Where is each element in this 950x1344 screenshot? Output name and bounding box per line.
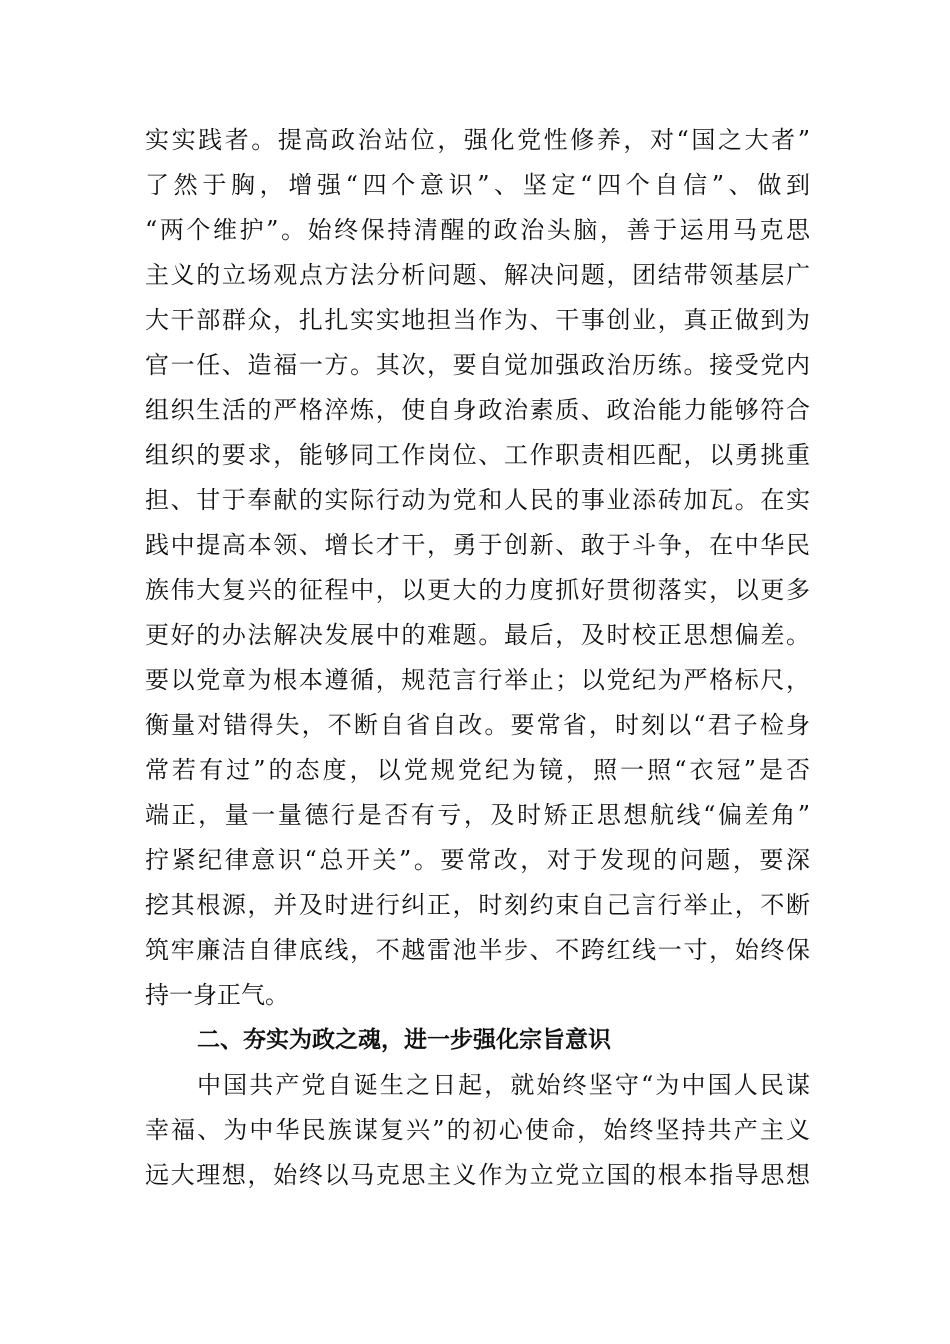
text-line: 衡量对错得失，不断自省自改。要常省，时刻以“君子检身	[145, 711, 810, 739]
document-body	[145, 118, 810, 1198]
text-line: 践中提高本领、增长才干，勇于创新、敢于斗争，在中华民	[145, 531, 810, 559]
text-line: 组织的要求，能够同工作岗位、工作职责相匹配，以勇挑重	[145, 441, 810, 469]
text-line: “两个维护”。始终保持清醒的政治头脑，善于运用马克思	[145, 216, 810, 244]
text-line: 担、甘于奉献的实际行动为党和人民的事业添砖加瓦。在实	[145, 486, 810, 514]
text-line: 端正，量一量德行是否有亏，及时矫正思想航线“偏差角”	[145, 801, 810, 829]
text-line: 拧紧纪律意识“总开关”。要常改，对于发现的问题，要深	[145, 846, 810, 874]
text-line: 中国共产党自诞生之日起，就始终坚守“为中国人民谋	[197, 1071, 810, 1099]
text-line: 主义的立场观点方法分析问题、解决问题，团结带领基层广	[145, 261, 810, 289]
text-line: 官一任、造福一方。其次，要自觉加强政治历练。接受党内	[145, 351, 810, 379]
text-line: 筑牢廉洁自律底线，不越雷池半步、不跨红线一寸，始终保	[145, 936, 810, 964]
text-line: 了然于胸，增强“四个意识”、坚定“四个自信”、做到	[145, 171, 810, 199]
text-line: 实实践者。提高政治站位，强化党性修养，对“国之大者”	[145, 126, 810, 154]
section-heading: 二、夯实为政之魂，进一步强化宗旨意识	[197, 1027, 611, 1053]
text-line: 远大理想，始终以马克思主义作为立党立国的根本指导思想	[145, 1161, 810, 1189]
text-line: 更好的办法解决发展中的难题。最后，及时校正思想偏差。	[145, 621, 810, 649]
text-line: 幸福、为中华民族谋复兴”的初心使命，始终坚持共产主义	[145, 1116, 810, 1144]
text-line: 族伟大复兴的征程中，以更大的力度抓好贯彻落实，以更多	[145, 576, 810, 604]
text-line: 常若有过”的态度，以党规党纪为镜，照一照“衣冠”是否	[145, 756, 810, 784]
text-line: 挖其根源，并及时进行纠正，时刻约束自己言行举止，不断	[145, 891, 810, 919]
text-line: 要以党章为根本遵循，规范言行举止；以党纪为严格标尺，	[145, 666, 810, 694]
text-line: 持一身正气。	[145, 981, 289, 1009]
text-line: 大干部群众，扎扎实实地担当作为、干事创业，真正做到为	[145, 306, 810, 334]
text-line: 组织生活的严格淬炼，使自身政治素质、政治能力能够符合	[145, 396, 810, 424]
